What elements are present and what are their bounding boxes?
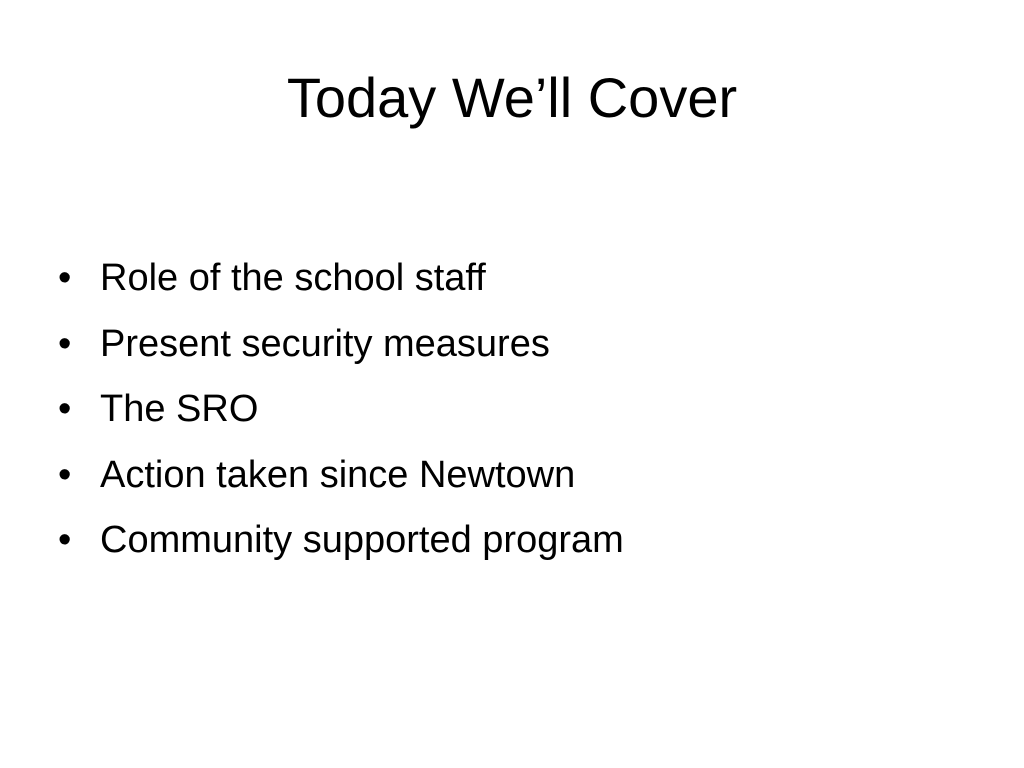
bullet-icon: •	[58, 322, 72, 365]
list-item	[58, 246, 624, 312]
bullet-text: Role of the school staff	[100, 257, 486, 299]
bullet-icon: •	[58, 519, 72, 561]
list-item	[58, 443, 624, 509]
bullet-icon: •	[58, 453, 72, 496]
bullet-text: Action taken since Newtown	[100, 453, 576, 496]
list-item	[58, 312, 624, 378]
bullet-text: Community supported program	[100, 519, 624, 561]
slide-title: Today We’ll Cover	[286, 66, 738, 129]
bullet-list	[58, 246, 624, 574]
bullet-icon: •	[58, 257, 72, 299]
list-item	[58, 508, 624, 574]
bullet-text: Present security measures	[100, 322, 550, 365]
bullet-text: The SRO	[100, 388, 259, 430]
bullet-icon: •	[58, 388, 72, 430]
list-item	[58, 377, 624, 443]
